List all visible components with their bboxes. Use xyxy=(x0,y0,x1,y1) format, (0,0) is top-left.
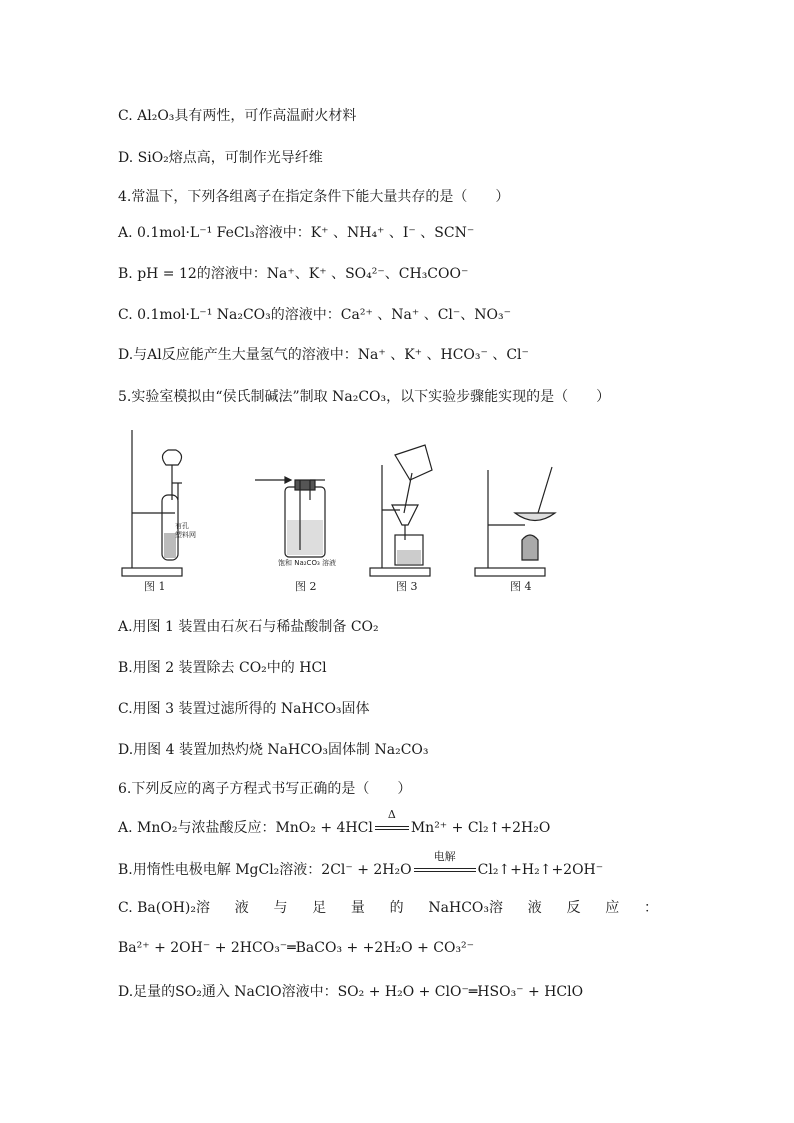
label-fig2: 饱和 Na₂CO₃ 溶液 xyxy=(278,559,336,567)
option-6a-left: A. MnO₂与浓盐酸反应：MnO₂ + 4HCl xyxy=(118,820,373,836)
option-6b-right: Cl₂↑+H₂↑+2OH⁻ xyxy=(477,862,604,878)
figure1-apparatus xyxy=(122,430,182,576)
option-6a-right: Mn²⁺ + Cl₂↑+2H₂O xyxy=(410,820,551,836)
option-6c-word: 反 xyxy=(566,900,581,916)
option-3d: D. SiO₂熔点高，可制作光导纤维 xyxy=(118,150,323,166)
option-6c-word: 液 xyxy=(234,900,249,916)
option-6c-word: 足 xyxy=(312,900,327,916)
question-6: 6.下列反应的离子方程式书写正确的是（ ） xyxy=(118,781,412,797)
question-5: 5.实验室模拟由“侯氏制碱法”制取 Na₂CO₃，以下实验步骤能实现的是（ ） xyxy=(118,389,611,405)
electrolysis-arrow xyxy=(414,850,476,880)
option-6c-word: 液 xyxy=(527,900,542,916)
heating-symbol: Δ xyxy=(387,808,396,821)
option-6d: D.足量的SO₂通入 NaClO溶液中：SO₂ + H₂O + ClO⁻═HSO₃⁻ + HClO xyxy=(118,984,584,1000)
option-6c-equation: Ba²⁺ + 2OH⁻ + 2HCO₃⁻═BaCO₃ + +2H₂O + CO₃²⁻ xyxy=(118,940,475,956)
option-5d: D.用图 4 装置加热灼烧 NaHCO₃固体制 Na₂CO₃ xyxy=(118,742,429,758)
option-3c: C. Al₂O₃具有两性，可作高温耐火材料 xyxy=(118,108,357,124)
option-6c-word: NaHCO₃溶 xyxy=(428,900,503,916)
option-6c-word: 的 xyxy=(389,900,404,916)
apparatus-drawing xyxy=(120,425,570,600)
figure4-apparatus xyxy=(475,467,555,576)
option-4c: C. 0.1mol·L⁻¹ Na₂CO₃的溶液中：Ca²⁺ 、Na⁺ 、Cl⁻、NO₃⁻ xyxy=(118,307,512,323)
label-fig1-line1: 有孔 xyxy=(175,522,189,530)
caption-fig4: 图 4 xyxy=(510,580,532,593)
label-fig1-line2: 塑料网 xyxy=(175,531,196,539)
option-5b: B.用图 2 装置除去 CO₂中的 HCl xyxy=(118,660,327,676)
option-6c-word: 量 xyxy=(350,900,365,916)
option-5a: A.用图 1 装置由石灰石与稀盐酸制备 CO₂ xyxy=(118,619,379,635)
caption-fig1: 图 1 xyxy=(144,580,166,593)
option-6c-word: C. Ba(OH)₂溶 xyxy=(118,900,210,916)
figure2-apparatus xyxy=(255,477,325,557)
caption-fig2: 图 2 xyxy=(295,580,317,593)
option-6c-word: 应 xyxy=(605,900,620,916)
option-6c-line1 xyxy=(118,898,658,918)
caption-fig3: 图 3 xyxy=(396,580,418,593)
figure3-apparatus xyxy=(370,445,432,576)
electrolysis-label: 电解 xyxy=(433,850,456,863)
option-4d: D.与Al反应能产生大量氢气的溶液中：Na⁺ 、K⁺ 、HCO₃⁻ 、Cl⁻ xyxy=(118,347,529,363)
heating-arrow xyxy=(375,808,409,838)
option-6b xyxy=(118,850,604,880)
option-6c-word: 与 xyxy=(273,900,288,916)
apparatus-figure xyxy=(120,425,570,600)
option-6b-left: B.用惰性电极电解 MgCl₂溶液：2Cl⁻ + 2H₂O xyxy=(118,862,412,878)
option-4a: A. 0.1mol·L⁻¹ FeCl₃溶液中：K⁺ 、NH₄⁺ 、I⁻ 、SCN⁻ xyxy=(118,225,475,241)
option-5c: C.用图 3 装置过滤所得的 NaHCO₃固体 xyxy=(118,701,370,717)
option-6c-word: ： xyxy=(643,900,658,916)
question-4: 4.常温下，下列各组离子在指定条件下能大量共存的是（ ） xyxy=(118,189,510,205)
option-4b: B. pH = 12的溶液中：Na⁺、K⁺ 、SO₄²⁻、CH₃COO⁻ xyxy=(118,266,469,282)
option-6a xyxy=(118,808,551,838)
